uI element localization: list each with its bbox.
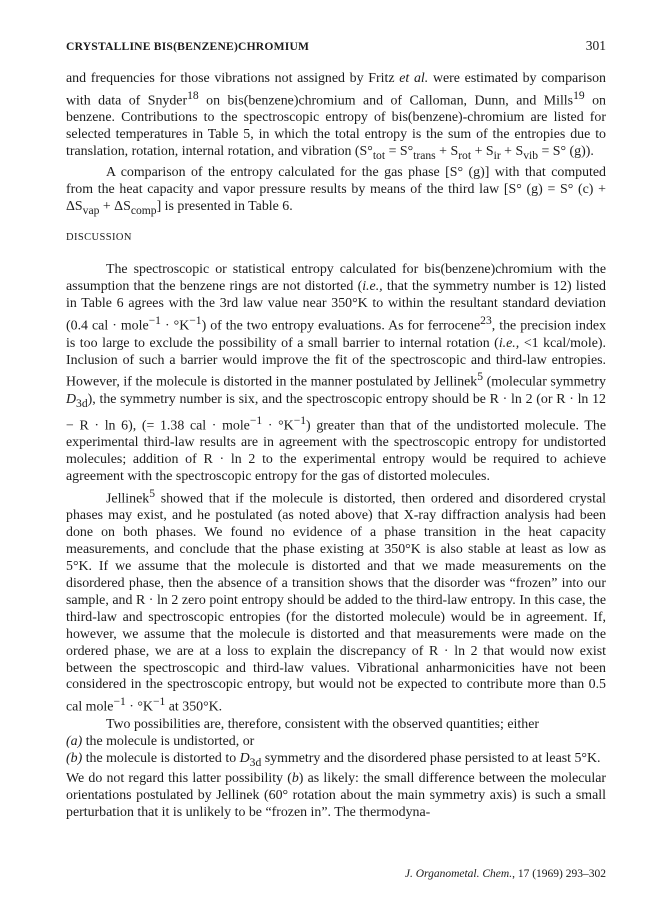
list-item-a: (a) the molecule is undistorted, or bbox=[66, 733, 255, 749]
paragraph-vibration-frequencies: and frequencies for those vibrations not assigned by Fritz et al. were estimated by comparison with data of Snyder$^{18}$ on bis(benzene)chromium and of Calloman, Dunn, and Mills$^{19}$ on benzene. Contributions to the spectroscopic entropy of bis(benzene)-chromium are listed for selected temperatures in Table 5, in which the total entropy is the sum of the entropies due to translation, rotation, internal rotation, and vibration ($S^\circ_{tot} = S^\circ_{trans} + S_{rot} + S_{ir} + S_{vib} = S^\circ$ (g)). bbox=[66, 71, 607, 163]
journal-citation: , 17 (1969) 293–302 bbox=[512, 868, 606, 880]
paragraph-phase-analysis: Jellinek$^5$ showed that if the molecule is distorted, then ordered and disordered crystal phases may exist, and he postulated (as noted above) that X-ray diffraction analysis had been done on both phases. We found no evidence of a phase transition in the heat capacity measurements, and conclude that the phase existing at 350°K is also stable at least as low as 5°K. If we assume that the molecule is distorted and that we made measurements on the disordered phase, then the absence of a transition shows that the disorder was “frozen” into our sample, and R · ln 2 zero point entropy should be added to the third-law entropy. In this case, the third-law and spectroscopic entropies (for the distorted molecule) would be in agreement. If, however, we assume that the molecule is distorted and that measurements were made on the ordered phase, we are at a loss to explain the discrepancy of R · ln 2 that would now exist between the spectroscopic and third-law values. Vibrational anharmonicities have not been considered in the spectroscopic entropy, but would not be expected to contribute more than 0.5 cal mole$^{-1}$ · $^\circ K^{-1}$ at 350°K. bbox=[66, 486, 606, 715]
article-body bbox=[66, 71, 606, 822]
list-item-b: (b) the molecule is distorted to $D_{3d}$ symmetry and the disordered phase persisted to at least 5°K. bbox=[66, 750, 601, 769]
page bbox=[66, 38, 606, 822]
page-number: 301 bbox=[585, 38, 606, 53]
paragraph-entropy-comparison: A comparison of the entropy calculated for the gas phase [S° (g)] with that computed from the heat capacity and vapor pressure results by means of the third law [S° (g) = S° $(c) + \Delta S_{vap} + \Delta S_{comp}$] is presented in Table 6. bbox=[66, 164, 606, 217]
paragraph-conclusion: We do not regard this latter possibility (b) as likely: the small difference between the molecular orientations postulated by Jellinek (60° rotation about the main symmetry axis) is such a small perturbation that it is unlikely to be “frozen in”. The thermodyna- bbox=[66, 771, 607, 821]
paragraph-spectroscopic-entropy: The spectroscopic or statistical entropy calculated for bis(benzene)chromium with the assumption that the benzene rings are not distorted (i.e., that the symmetry number is 12) listed in Table 6 agrees with the 3rd law value near 350°K to within the resultant standard deviation (0.4 cal · mole$^{-1}$ · $^\circ K^{-1}$) of the two entropy evaluations. As for ferrocene$^{23}$, the precision index is too large to exclude the possibility of a small barrier to internal rotation (i.e., <1 kcal/mole). Inclusion of such a barrier would improve the fit of the spectroscopic and third-law entropies. However, if the molecule is distorted in the manner postulated by Jellinek$^5$ (molecular symmetry $D_{3d}$), the symmetry number is six, and the spectroscopic entropy should be R · ln 2 (or R · ln 12 − R · ln 6), (= 1.38 cal · mole$^{-1}$ · $^\circ K^{-1}$) greater than that of the undistorted molecule. The experimental third-law results are in agreement with the spectroscopic entropy for undistorted molecules; addition of R · ln 2 to the experimental entropy would be required to achieve agreement with the spectroscopic entropy for the gas of distorted molecules. bbox=[66, 262, 607, 484]
section-heading-discussion: DISCUSSION bbox=[66, 232, 132, 244]
running-head: CRYSTALLINE BIS(BENZENE)CHROMIUM bbox=[66, 40, 310, 53]
journal-footer bbox=[66, 868, 606, 880]
journal-name: J. Organometal. Chem. bbox=[404, 868, 513, 880]
page-header bbox=[66, 38, 606, 60]
paragraph-possibilities: Two possibilities are, therefore, consistent with the observed quantities; either bbox=[106, 716, 539, 732]
